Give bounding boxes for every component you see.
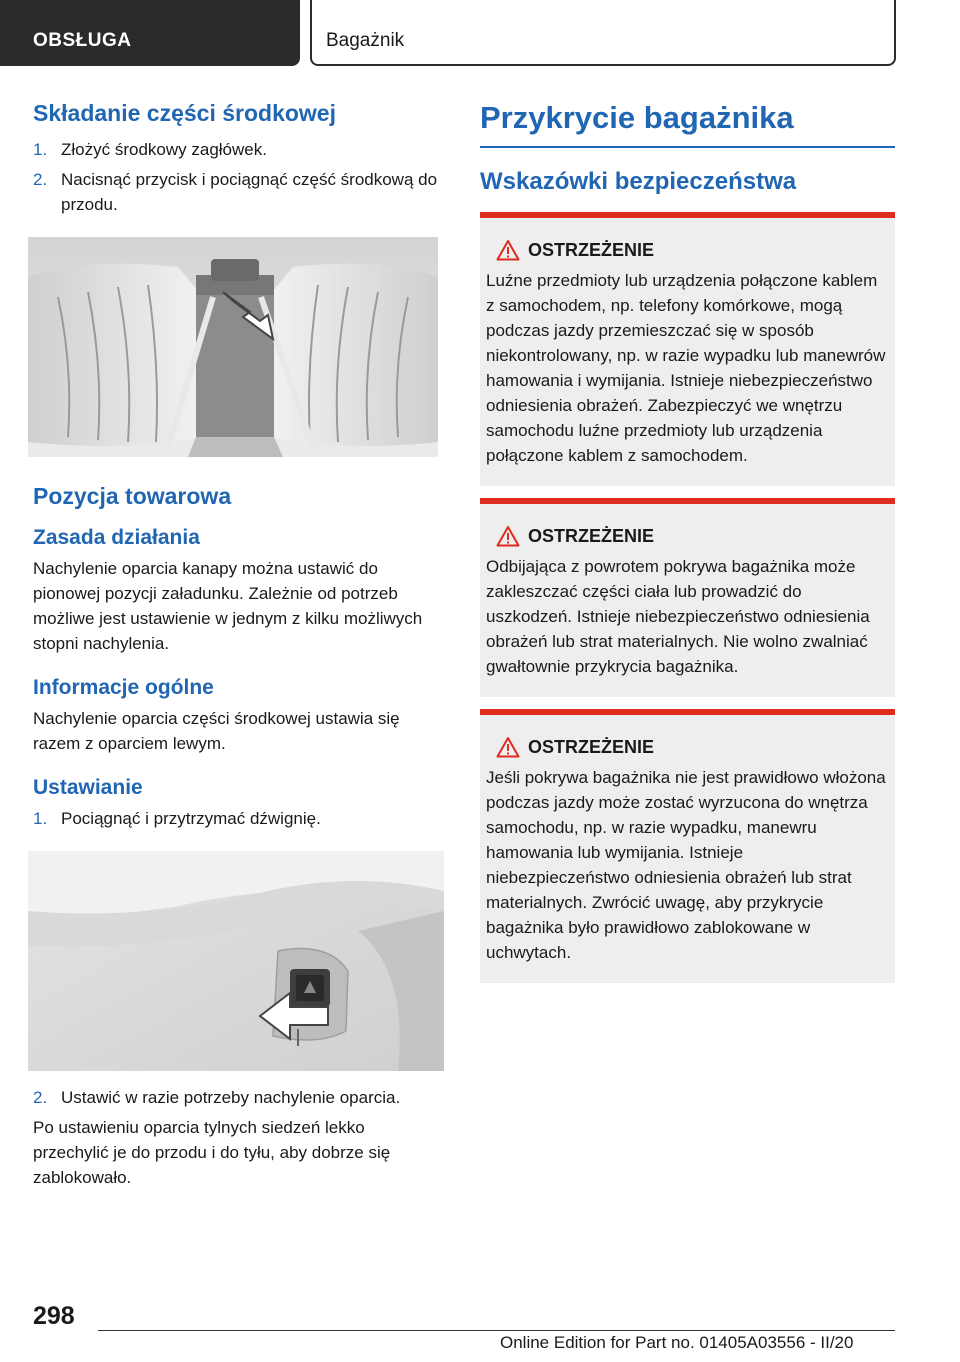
warning-box bbox=[480, 709, 895, 983]
step-number: 2. bbox=[33, 170, 48, 189]
list-item bbox=[33, 137, 443, 162]
step-number: 2. bbox=[33, 1088, 48, 1107]
chapter-tab bbox=[310, 0, 896, 66]
section-tab bbox=[0, 0, 300, 66]
step-number: 1. bbox=[33, 809, 48, 828]
warning-text: Odbijająca z powrotem pokrywa bagażnika może zakleszczać części ciała lub prowadzić do uszkodzeń. Istnieje niebezpieczeństwo odniesienia obrażeń lub strat materialnych. Nie wolno zwalniać gwałtownie przykrycia bagażnika. bbox=[486, 557, 870, 676]
cargo-heading: Pozycja towarowa bbox=[33, 483, 232, 509]
main-heading: Przykrycie bagażnika bbox=[480, 100, 895, 148]
list-item bbox=[33, 806, 443, 831]
warning-box bbox=[480, 498, 895, 697]
warning-box bbox=[480, 212, 895, 486]
step-number: 1. bbox=[33, 140, 48, 159]
setting-heading: Ustawianie bbox=[33, 776, 143, 799]
list-item bbox=[33, 167, 443, 217]
step-text: Złożyć środkowy zagłówek. bbox=[61, 140, 267, 159]
list-item bbox=[33, 1085, 443, 1110]
warning-text: Jeśli pokrywa bagażnika nie jest prawidłowo włożona podczas jazdy może zostać wyrzucona do wnętrza samochodu, np. w razie wypadku, manewru hamowania lub wymijania. Istnieje niebezpieczeństwo odniesienia obrażeń lub strat materialnych. Zwrócić uwagę, aby przykrycie bagażnika było prawidłowo zablokowane w uchwytach. bbox=[486, 768, 886, 962]
setting-after-text: Po ustawieniu oparcia tylnych siedzeń lekko przechylić je do przodu i do tyłu, aby dobrze się zablokowało. bbox=[33, 1118, 391, 1187]
warning-text: Luźne przedmioty lub urządzenia połączone kablem z samochodem, np. telefony komórkowe, mogą podczas jazdy przemieszczać się w sposób niekontrolowany, np. w razie wypadku lub manewrów hamowania i wymijania. Istnieje niebezpieczeństwo odniesienia obrażeń. Zabezpieczyć we wnętrzu samochodu luźne przedmioty lub urządzenia połączone kablem z samochodem. bbox=[486, 271, 886, 465]
section-label: OBSŁUGA bbox=[33, 30, 132, 51]
safety-heading: Wskazówki bezpieczeństwa bbox=[480, 168, 797, 195]
warning-triangle-icon bbox=[496, 525, 520, 547]
step-text: Pociągnąć i przytrzymać dźwignię. bbox=[61, 809, 321, 828]
setting-steps-1 bbox=[33, 806, 443, 831]
step-text: Ustawić w razie potrzeby nachylenie oparcia. bbox=[61, 1088, 401, 1107]
page-number: 298 bbox=[33, 1302, 75, 1330]
warning-triangle-icon bbox=[496, 736, 520, 758]
folding-steps bbox=[33, 137, 443, 217]
warning-label: OSTRZEŻENIE bbox=[528, 526, 655, 546]
warning-triangle-icon bbox=[496, 239, 520, 261]
general-heading: Informacje ogólne bbox=[33, 676, 214, 699]
release-lever-illustration bbox=[28, 851, 444, 1071]
setting-steps-2 bbox=[33, 1085, 443, 1110]
footer-divider bbox=[98, 1330, 895, 1331]
folding-heading: Składanie części środkowej bbox=[33, 100, 336, 126]
warning-label: OSTRZEŻENIE bbox=[528, 240, 655, 260]
edition-note: Online Edition for Part no. 01405A03556 - II/20 bbox=[500, 1333, 854, 1352]
left-column bbox=[33, 100, 443, 1190]
step-text: Nacisnąć przycisk i pociągnąć część środkową do przodu. bbox=[61, 170, 438, 214]
principle-text: Nachylenie oparcia kanapy można ustawić do pionowej pozycji załadunku. Zależnie od potrzeb możliwe jest ustawienie w jednym z kilku możliwych stopni nachylenia. bbox=[33, 559, 423, 653]
general-text: Nachylenie oparcia części środkowej ustawia się razem z oparciem lewym. bbox=[33, 709, 400, 753]
right-column bbox=[480, 100, 895, 995]
rear-seat-illustration bbox=[28, 237, 438, 457]
principle-heading: Zasada działania bbox=[33, 526, 200, 549]
warning-label: OSTRZEŻENIE bbox=[528, 737, 655, 757]
chapter-label: Bagażnik bbox=[326, 30, 405, 51]
